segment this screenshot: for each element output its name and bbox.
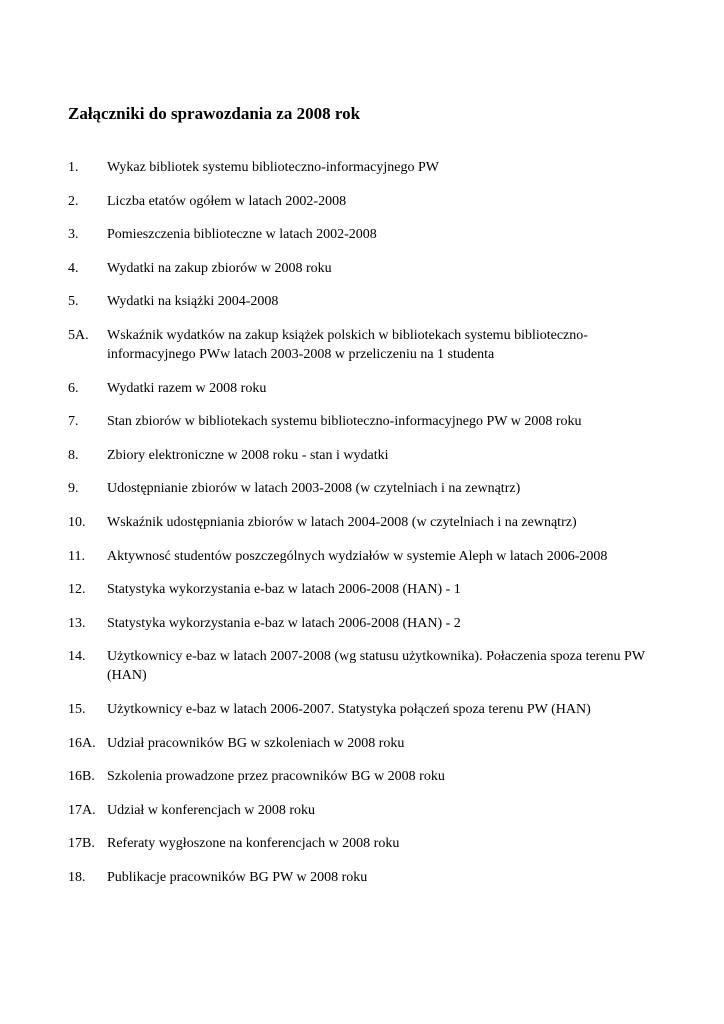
list-item-number: 18. — [68, 869, 86, 885]
list-item-number: 13. — [68, 615, 86, 631]
list-item-text: Wydatki na książki 2004-2008 — [107, 294, 279, 310]
list-item-number: 15. — [68, 701, 86, 717]
list-item-number: 17B. — [68, 836, 95, 852]
list-item — [68, 326, 668, 364]
list-item-text: Stan zbiorów w bibliotekach systemu biblioteczno-informacyjnego PW w 2008 roku — [107, 414, 582, 430]
list-item — [68, 614, 668, 633]
list-item-text: Udział w konferencjach w 2008 roku — [107, 802, 315, 818]
list-item — [68, 547, 668, 566]
list-item-number: 17A. — [68, 802, 96, 818]
list-item-number: 2. — [68, 193, 79, 209]
list-item-text: Liczba etatów ogółem w latach 2002-2008 — [107, 193, 347, 209]
list-item — [68, 446, 668, 465]
list-item-text: Użytkownicy e-baz w latach 2006-2007. Statystyka połączeń spoza terenu PW (HAN) — [107, 701, 591, 717]
list-item — [68, 513, 668, 532]
list-item-number: 9. — [68, 481, 79, 497]
attachment-list — [68, 158, 668, 901]
list-item-number: 4. — [68, 260, 79, 276]
list-item-number: 1. — [68, 160, 79, 175]
list-item-text: Zbiory elektroniczne w 2008 roku - stan i wydatki — [107, 447, 389, 463]
list-item-text: Udział pracowników BG w szkoleniach w 2008 roku — [107, 735, 405, 751]
list-item-text: Udostępnianie zbiorów w latach 2003-2008 (w czytelniach i na zewnątrz) — [107, 481, 521, 497]
list-item-text: Wydatki razem w 2008 roku — [107, 380, 267, 396]
list-item-number: 3. — [68, 227, 79, 243]
list-item-text: Wskaźnik wydatków na zakup książek polskich w bibliotekach systemu biblioteczno-informacyjnego PWw latach 2003-2008 w przeliczeniu na 1 studenta — [107, 327, 588, 362]
list-item — [68, 158, 668, 177]
list-item-text: Statystyka wykorzystania e-baz w latach 2006-2008 (HAN) - 2 — [107, 615, 461, 631]
list-item-number: 7. — [68, 414, 79, 430]
list-item — [68, 834, 668, 853]
list-item-text: Wydatki na zakup zbiorów w 2008 roku — [107, 260, 332, 276]
list-item — [68, 580, 668, 599]
list-item — [68, 412, 668, 431]
list-item — [68, 259, 668, 278]
list-item — [68, 192, 668, 211]
list-item-number: 8. — [68, 447, 79, 463]
list-item-text: Wykaz bibliotek systemu biblioteczno-informacyjnego PW — [107, 160, 439, 175]
page-title: Załączniki do sprawozdania za 2008 rok — [68, 104, 361, 123]
list-item-number: 11. — [68, 548, 85, 564]
list-item-number: 5. — [68, 294, 79, 310]
list-item-text: Użytkownicy e-baz w latach 2007-2008 (wg statusu użytkownika). Połaczenia spoza terenu PW (HAN) — [107, 649, 645, 684]
list-item — [68, 479, 668, 498]
list-item — [68, 801, 668, 820]
list-item-number: 16A. — [68, 735, 96, 751]
list-item-text: Szkolenia prowadzone przez pracowników BG w 2008 roku — [107, 769, 445, 785]
list-item — [68, 700, 668, 719]
list-item-number: 14. — [68, 649, 86, 665]
list-item-text: Publikacje pracowników BG PW w 2008 roku — [107, 869, 368, 885]
list-item-number: 6. — [68, 380, 79, 396]
list-item — [68, 647, 668, 685]
list-item-number: 12. — [68, 582, 86, 598]
list-item-text: Wskaźnik udostępniania zbiorów w latach 2004-2008 (w czytelniach i na zewnątrz) — [107, 514, 577, 530]
list-item-text: Pomieszczenia biblioteczne w latach 2002-2008 — [107, 227, 377, 243]
list-item-number: 10. — [68, 514, 86, 530]
list-item — [68, 225, 668, 244]
list-item — [68, 767, 668, 786]
list-item-number: 16B. — [68, 769, 95, 785]
list-item-text: Referaty wygłoszone na konferencjach w 2008 roku — [107, 836, 400, 852]
list-item — [68, 868, 668, 887]
list-item-text: Statystyka wykorzystania e-baz w latach 2006-2008 (HAN) - 1 — [107, 582, 461, 598]
list-item-text: Aktywnosć studentów poszczególnych wydziałów w systemie Aleph w latach 2006-2008 — [107, 548, 608, 564]
list-item — [68, 379, 668, 398]
list-item — [68, 292, 668, 311]
list-item — [68, 734, 668, 753]
list-item-number: 5A. — [68, 327, 89, 343]
